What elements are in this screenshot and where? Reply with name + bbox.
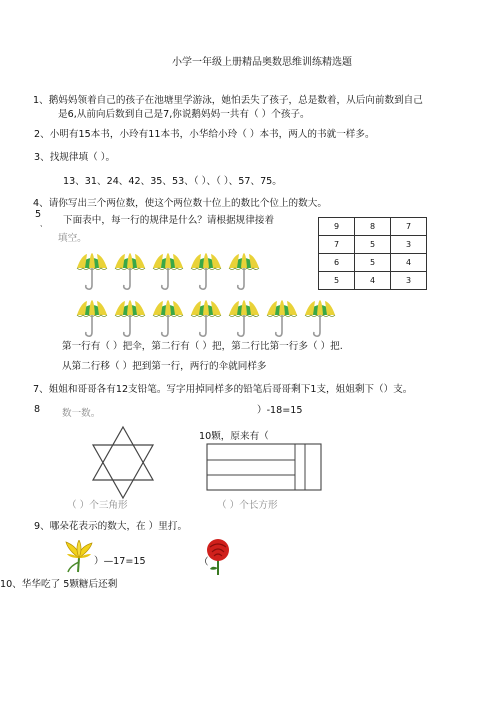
table-cell: 5 (355, 254, 391, 272)
question-1-line-1: 1、鹅妈妈领着自己的孩子在池塘里学游泳，她怕丢失了孩子，总是数着，从后向前数到自己 (33, 95, 423, 106)
rose-flower-icon (203, 538, 233, 576)
question-2: 2、小明有15本书，小玲有11本书，小华给小玲（ ）本书，两人的书就一样多。 (34, 129, 375, 140)
question-8-number: 8 (34, 404, 41, 415)
question-5-answer-1: 第一行有（ ）把伞，第二行有（ ）把，第二行比第一行多（ ）把. (62, 341, 343, 352)
question-10: 10、华华吃了 5颗糖后还剩 (0, 579, 118, 590)
pattern-table (318, 217, 427, 290)
lily-equation: ）—17=15 (94, 556, 146, 567)
table-cell: 5 (319, 272, 355, 290)
umbrella-icon (227, 252, 261, 292)
table-row (319, 218, 427, 236)
triangle-count-label: （ ）个三角形 (67, 500, 128, 511)
question-8-right-text: 10颗，原来有（ (199, 431, 269, 442)
question-5-line-1: 下面表中，每一行的规律是什么？请根据规律接着 (63, 215, 275, 226)
table-cell: 3 (391, 236, 427, 254)
table-row (319, 272, 427, 290)
table-cell: 5 (355, 236, 391, 254)
table-cell: 7 (391, 218, 427, 236)
table-cell: 8 (355, 218, 391, 236)
umbrella-icon (151, 299, 185, 339)
umbrella-icon (151, 252, 185, 292)
umbrella-icon (113, 299, 147, 339)
umbrella-icon (113, 252, 147, 292)
table-row (319, 254, 427, 272)
umbrella-icon (303, 299, 337, 339)
table-cell: 4 (355, 272, 391, 290)
umbrella-icon (75, 252, 109, 292)
table-cell: 6 (319, 254, 355, 272)
question-8-lead: 数一数。 (62, 408, 101, 419)
table-cell: 3 (391, 272, 427, 290)
question-8-equation: ）-18=15 (257, 405, 303, 416)
question-5-comma: 、 (40, 220, 47, 228)
question-3-sequence: 13、31、24、42、35、53、（ ）、（ ）、57、75。 (63, 176, 282, 187)
table-row (319, 236, 427, 254)
question-1-line-2: 是6,从前向后数到自己是7,你说鹅妈妈一共有（ ）个孩子。 (58, 109, 310, 120)
question-5-line-2: 填空。 (58, 233, 87, 244)
umbrella-icon (227, 299, 261, 339)
question-5-answer-2: 从第二行移（ ）把到第一行，两行的伞就同样多 (62, 361, 267, 372)
table-cell: 7 (319, 236, 355, 254)
lily-flower-icon (64, 540, 94, 574)
rose-paren: （ (199, 557, 209, 568)
question-7: 7、姐姐和哥哥各有12支铅笔。写字用掉同样多的铅笔后哥哥剩下1支，姐姐剩下（）支。 (33, 384, 413, 395)
umbrella-icon (265, 299, 299, 339)
umbrella-icon (189, 299, 223, 339)
rectangle-count-label: （ ）个长方形 (217, 500, 278, 511)
question-5-number: 5 (35, 209, 42, 220)
umbrella-icon (189, 252, 223, 292)
table-cell: 4 (391, 254, 427, 272)
question-4: 4、请你写出三个两位数，使这个两位数十位上的数比个位上的数大。 (33, 198, 327, 209)
table-cell: 9 (319, 218, 355, 236)
page-title: 小学一年级上册精品奥数思维训练精选题 (172, 57, 352, 68)
umbrella-icon (75, 299, 109, 339)
star-figure (90, 425, 156, 500)
question-9-heading: 9、哪朵花表示的数大，在 ）里打。 (34, 521, 188, 532)
question-3-heading: 3、找规律填（ ）。 (34, 152, 116, 163)
rectangles-figure (205, 442, 323, 492)
